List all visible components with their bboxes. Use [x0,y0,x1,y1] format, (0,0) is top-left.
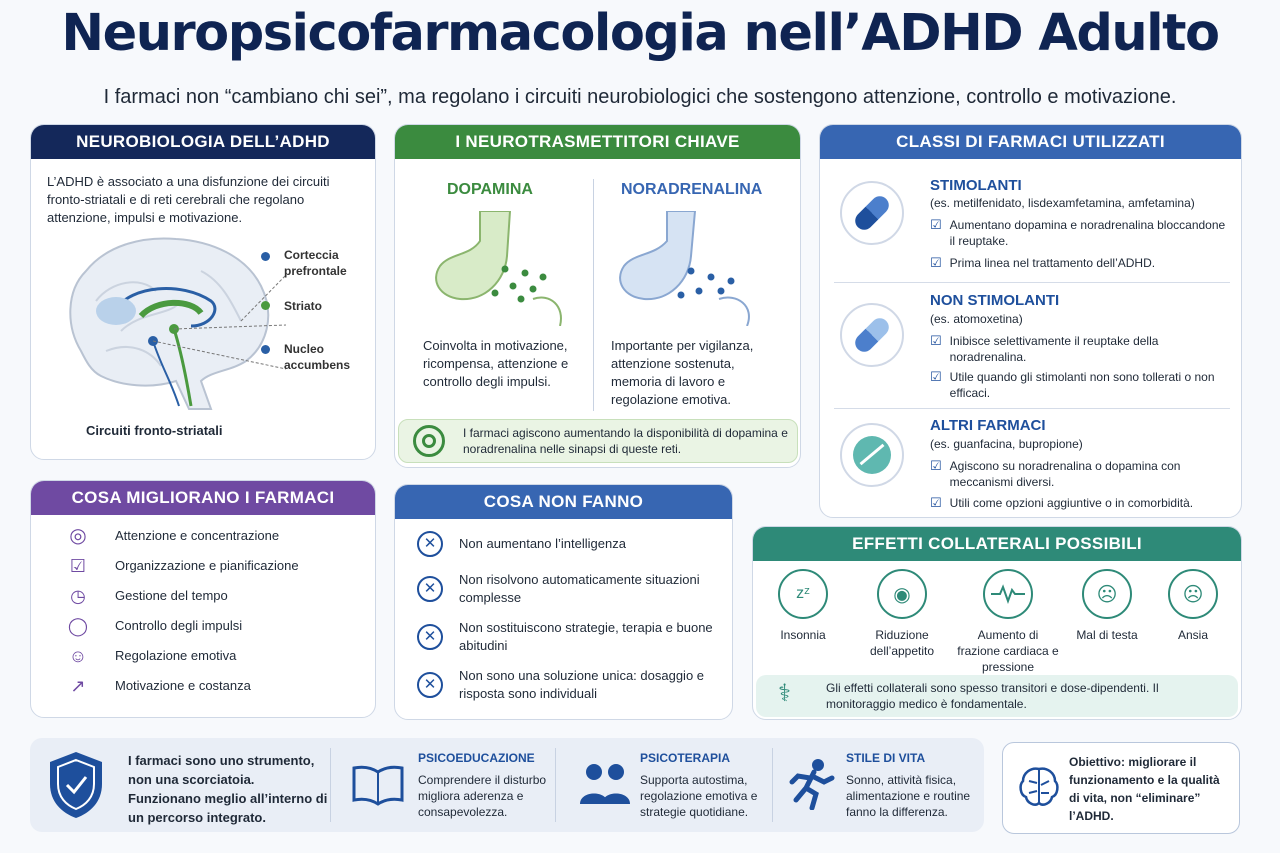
psychotherapy-title: PSICOTERAPIA [640,751,731,765]
other-drugs-title: ALTRI FARMACI [930,417,1046,434]
running-person-icon [788,758,836,810]
stimulant-pill-icon [840,181,904,245]
improve-item-5: ☺ Regolazione emotiva [63,647,236,665]
x-circle-icon: ✕ [417,672,443,698]
check-icon: ☑ [930,458,942,473]
check-icon: ☑ [930,217,942,232]
side-effect-4: ☹ Mal di testa [1065,569,1149,643]
nonstimulant-pill-icon [840,303,904,367]
target-icon: ◎ [69,525,87,547]
other-drug-tablet-icon [840,423,904,487]
label-prefrontal: Corteccia prefrontale [284,248,347,278]
neurotransmitters-header: I NEUROTRASMETTITORI CHIAVE [395,125,800,159]
dopamine-text: Coinvolta in motivazione, ricompensa, attenzione e controllo degli impulsi. [423,338,569,389]
people-icon [578,760,632,806]
stimulants-point-1: ☑ Aumentano dopamina e noradrenalina bloccandone il reuptake. [930,217,1226,248]
side-effects-card [752,526,1242,720]
check-icon: ☑ [930,495,942,510]
side-effect-2: ◉ Riduzione dell’appetito [857,569,947,659]
label-striato: Striato [284,299,323,313]
brain-illustration [61,231,286,416]
improvements-header: COSA MIGLIORANO I FARMACI [31,481,375,515]
bottom-divider [330,748,331,822]
limitations-card [394,484,733,720]
side-effect-3: Aumento di frazione cardiaca e pressione [957,569,1059,675]
class-divider [834,282,1230,283]
side-effects-note: Gli effetti collaterali sono spesso transitori e dose-dipendenti. Il monitoraggio medico è fondamentale. [826,681,1159,711]
check-icon: ☑ [930,333,942,348]
label-accumbens: Nucleo accumbens [284,342,351,372]
improve-item-3: ◷ Gestione del tempo [63,587,228,605]
neurotransmitters-card [394,124,801,468]
plate-icon: ◉ [877,569,927,619]
integrated-path-bar [30,738,984,832]
psychoeducation-text: Comprendere il disturbo migliora aderenza e consapevolezza. [418,773,547,819]
other-drugs-point-1: ☑ Agiscono su noradrenalina o dopamina con meccanismi diversi. [930,458,1181,489]
improve-item-6: ↗ Motivazione e costanza [63,677,251,695]
drug-classes-card [819,124,1242,518]
bottom-divider [772,748,773,822]
limitation-item-3: ✕ Non sostituiscono strategie, terapia e buone abitudini [417,619,717,655]
tool-statement: I farmaci sono uno strumento, non una scorciatoia. Funzionano meglio all’interno di un percorso integrato. [128,753,328,825]
side-effect-5: ☹ Ansia [1153,569,1233,643]
limitation-item-2: ✕ Non risolvono automaticamente situazioni complesse [417,571,717,607]
nonstimulants-point-1: ☑ Inibisce selettivamente il reuptake della noradrenalina. [930,333,1159,364]
bottom-divider [555,748,556,822]
open-book-icon [350,764,406,806]
limitation-item-1: ✕ Non aumentano l’intelligenza [417,531,717,557]
nonstimulants-examples: (es. atomoxetina) [930,312,1023,326]
neurotrans-note: I farmaci agiscono aumentando la disponibilità di dopamina e noradrenalina nelle sinapsi di queste reti. [463,426,788,456]
class-divider [834,408,1230,409]
neurotrans-note-box [398,419,798,463]
brain-icon [1017,765,1061,809]
check-icon: ☑ [930,255,942,270]
shield-icon [46,750,106,820]
trend-up-icon: ↗ [70,676,86,696]
goal-box [1002,742,1240,834]
x-circle-icon: ✕ [417,576,443,602]
dopamine-title: DOPAMINA [447,181,533,198]
stimulants-title: STIMOLANTI [930,177,1022,194]
page-title: Neuropsicofarmacologia nell’ADHD Adulto [61,4,1219,63]
x-circle-icon: ✕ [417,531,443,557]
drug-classes-header: CLASSI DI FARMACI UTILIZZATI [820,125,1241,159]
target-icon [413,425,445,457]
limitation-item-4: ✕ Non sono una soluzione unica: dosaggio e risposta sono individuali [417,667,717,703]
noradrenaline-synapse-icon [607,211,767,326]
dopamine-synapse-icon [425,211,575,326]
other-drugs-point-2: ☑ Utili come opzioni aggiuntive o in comorbidità. [930,495,1194,510]
dot-accumbens [261,345,270,354]
stimulants-point-2: ☑ Prima linea nel trattamento dell’ADHD. [930,255,1156,270]
limitations-header: COSA NON FANNO [395,485,732,519]
x-circle-icon: ✕ [417,624,443,650]
other-drugs-examples: (es. guanfacina, bupropione) [930,437,1083,451]
neurobiology-card [30,124,376,460]
psychoeducation-title: PSICOEDUCAZIONE [418,751,535,765]
lifestyle-text: Sonno, attività fisica, alimentazione e routine fanno la differenza. [846,773,971,819]
nonstimulants-title: NON STIMOLANTI [930,292,1060,309]
nonstimulants-point-2: ☑ Utile quando gli stimolanti non sono tollerati o non efficaci. [930,369,1215,400]
stimulants-examples: (es. metilfenidato, lisdexamfetamina, amfetamina) [930,196,1195,210]
improve-item-4: ◯ Controllo degli impulsi [63,617,242,635]
improvements-card [30,480,376,718]
lifestyle-title: STILE DI VITA [846,751,926,765]
checklist-icon: ☑ [69,556,87,576]
anxious-face-icon: ☹ [1168,569,1218,619]
doctor-icon: ⚕ [778,680,791,707]
psychotherapy-text: Supporta autostima, regolazione emotiva e strategie quotidiane. [640,773,758,819]
calm-face-icon: ☺ [68,646,88,666]
clock-icon: ◷ [70,586,86,606]
side-effect-1: zᶻ Insonnia [765,569,841,643]
neurobiology-text: L’ADHD è associato a una disfunzione dei circuiti fronto-striatali e di reti cerebrali che regolano attenzione, impulsi e motivazione. [47,174,330,225]
neurobiology-caption: Circuiti fronto-striatali [86,423,223,438]
speech-bubble-icon: ◯ [67,616,89,636]
improve-item-2: ☑ Organizzazione e pianificazione [63,557,299,575]
heartbeat-icon [983,569,1033,619]
check-icon: ☑ [930,369,942,384]
improve-item-1: ◎ Attenzione e concentrazione [63,527,279,545]
sleep-face-icon: zᶻ [778,569,828,619]
page-subtitle: I farmaci non “cambiano chi sei”, ma regolano i circuiti neurobiologici che sostengono attenzione, controllo e motivazione. [103,86,1177,108]
neurotrans-divider [593,179,594,411]
neurobiology-header: NEUROBIOLOGIA DELL’ADHD [31,125,375,159]
goal-text: Obiettivo: migliorare il funzionamento e la qualità di vita, non “eliminare” l’ADHD. [1069,755,1220,823]
side-effects-header: EFFETTI COLLATERALI POSSIBILI [753,527,1241,561]
dot-striato [261,301,270,310]
headache-icon: ☹ [1082,569,1132,619]
noradrenaline-text: Importante per vigilanza, attenzione sostenuta, memoria di lavoro e regolazione emotiva. [611,338,754,407]
noradrenaline-title: NORADRENALINA [621,181,763,198]
dot-prefrontal [261,252,270,261]
side-effects-note-box [756,675,1238,717]
